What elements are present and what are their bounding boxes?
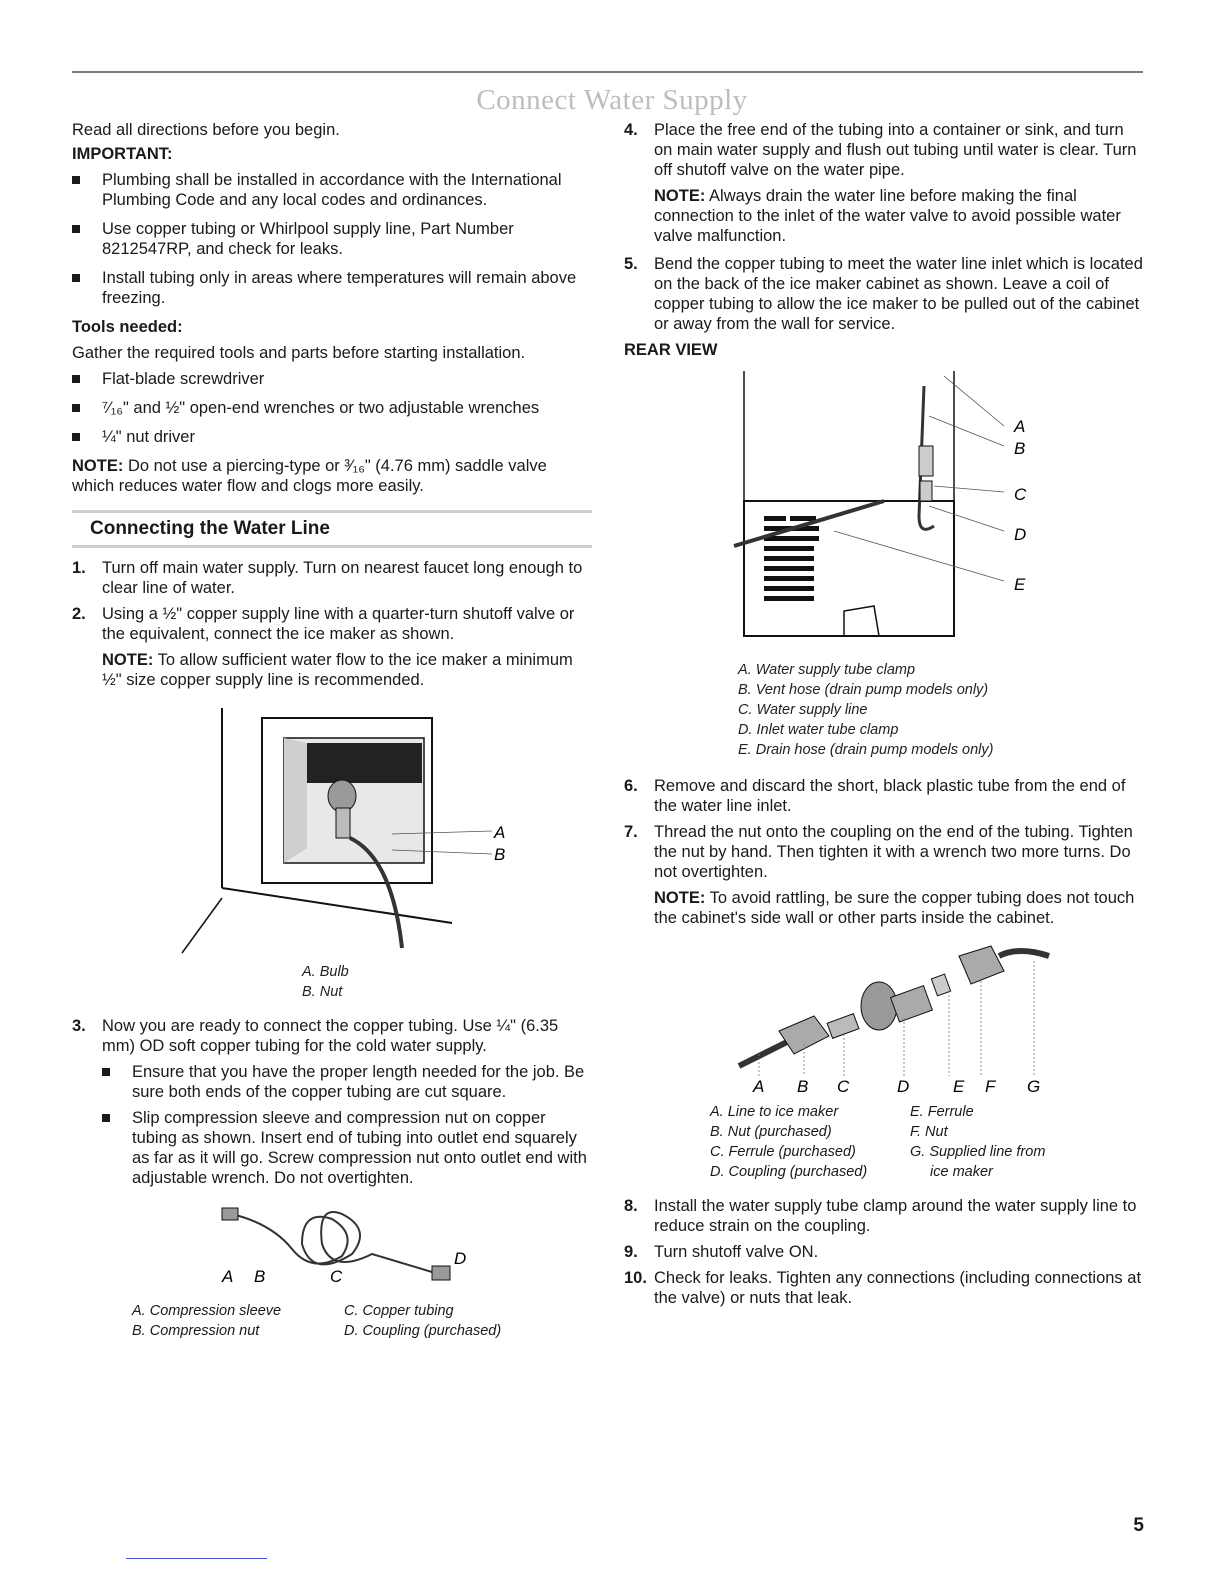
label-b: B: [254, 1267, 266, 1286]
top-rule: [72, 71, 1143, 73]
fig1-caption: [302, 962, 592, 1002]
step-text: Using a ½" copper supply line with a quarter-turn shutoff valve or the equivalent, connect the ice maker as shown.: [102, 605, 575, 643]
step-number: 7.: [624, 823, 638, 841]
step-number: 5.: [624, 255, 638, 273]
label-c: C: [1014, 485, 1027, 504]
tools-intro: Gather the required tools and parts before starting installation.: [72, 344, 526, 362]
section-heading: Connecting the Water Line: [72, 510, 592, 548]
bullet-text: Install tubing only in areas where temperatures will remain above freezing.: [102, 269, 577, 307]
note-text: To avoid rattling, be sure the copper tubing does not touch the cabinet's side wall or other parts inside the cabinet.: [654, 889, 1135, 927]
step-10: [624, 1268, 1144, 1308]
tools-label: Tools needed:: [72, 318, 183, 336]
caption-line: C. Copper tubing: [344, 1303, 454, 1319]
step-6: [624, 776, 1144, 816]
step-3: [72, 1016, 592, 1056]
rear-view-label: REAR VIEW: [624, 341, 718, 359]
step-text: Thread the nut onto the coupling on the end of the tubing. Tighten the nut by hand. Then tighten it with a wrench two more turns. Do not overtighten.: [654, 823, 1133, 881]
note-label: NOTE:: [654, 187, 706, 205]
tools-note: [72, 456, 592, 496]
note-text: Always drain the water line before making the final connection to the inlet of the water valve to avoid possible water valve malfunction.: [654, 187, 1121, 245]
bullet-square-icon: [72, 433, 80, 441]
page-number: 5: [1133, 1515, 1144, 1536]
label-d: D: [1014, 525, 1027, 544]
caption-col: [910, 1102, 1045, 1182]
caption-line: B. Compression nut: [132, 1323, 260, 1339]
page-title: Connect Water Supply: [476, 84, 748, 116]
tool-item: [72, 398, 592, 418]
label-a: A: [753, 1077, 765, 1096]
caption-line: E. Ferrule: [910, 1104, 974, 1120]
fig4-caption: [710, 1102, 1144, 1182]
fittings-figure: [719, 936, 1049, 1096]
important-bullet: [72, 219, 592, 259]
label-a: A: [222, 1267, 234, 1286]
label-b: B: [1014, 439, 1026, 458]
copper-tubing-figure: [182, 1194, 482, 1289]
bullet-text: Plumbing shall be installed in accordance with the International Plumbing Code and any local codes and ordinances.: [102, 171, 562, 209]
label-e: E: [1014, 575, 1026, 594]
step-number: 4.: [624, 121, 638, 139]
label-e: E: [953, 1077, 965, 1096]
step3-bullet: [72, 1108, 592, 1188]
label-f: F: [985, 1077, 996, 1096]
step-text: Install the water supply tube clamp around the water supply line to reduce strain on the coupling.: [654, 1197, 1137, 1235]
important-bullet: [72, 170, 592, 210]
bullet-text: Slip compression sleeve and compression nut on copper tubing as shown. Insert end of tubing into outlet end squarely as far as it will go. Screw compression nut onto outlet end with adjustable wrench. Do not overtighten.: [132, 1109, 587, 1187]
step-1: [72, 558, 592, 598]
step-number: 6.: [624, 777, 638, 795]
important-bullet: [72, 268, 592, 308]
bullet-text: Use copper tubing or Whirlpool supply line, Part Number 8212547RP, and check for leaks.: [102, 220, 514, 258]
label-c: C: [330, 1267, 343, 1286]
fig3-caption: [738, 660, 1144, 760]
step-text: Check for leaks. Tighten any connections (including connections at the valve) or nuts that leak.: [654, 1269, 1142, 1307]
label-b: B: [797, 1077, 809, 1096]
step-number: 1.: [72, 559, 86, 577]
label-a: A: [1014, 417, 1026, 436]
bullet-square-icon: [102, 1068, 110, 1076]
step-text: Turn shutoff valve ON.: [654, 1243, 819, 1261]
right-column: [624, 120, 1144, 1314]
note-label: NOTE:: [102, 651, 154, 669]
step-8: [624, 1196, 1144, 1236]
tool-text: ¼" nut driver: [102, 428, 195, 446]
tool-item: [72, 427, 592, 447]
caption-line: F. Nut: [910, 1124, 948, 1140]
step-text: Place the free end of the tubing into a container or sink, and turn on main water supply and flush out tubing until water is clear. Turn off shutoff valve on the water pipe.: [654, 121, 1137, 179]
caption-line: B. Vent hose (drain pump models only): [738, 682, 989, 698]
intro-text: Read all directions before you begin.: [72, 121, 340, 139]
step-text: Remove and discard the short, black plastic tube from the end of the water line inlet.: [654, 777, 1126, 815]
left-column: [72, 120, 592, 1341]
caption-col: [710, 1102, 910, 1182]
caption-line: A. Compression sleeve: [132, 1303, 282, 1319]
caption-line: A. Line to ice maker: [710, 1104, 839, 1120]
note-label: NOTE:: [72, 457, 124, 475]
caption-line: C. Water supply line: [738, 702, 868, 718]
label-b: B: [494, 845, 506, 864]
step-5: [624, 254, 1144, 334]
step-number: 9.: [624, 1243, 638, 1261]
step-number: 3.: [72, 1017, 86, 1035]
note-label: NOTE:: [654, 889, 706, 907]
step-7: [624, 822, 1144, 928]
bullet-text: Ensure that you have the proper length needed for the job. Be sure both ends of the copper tubing are cut square.: [132, 1063, 585, 1101]
step2-note: [102, 650, 592, 690]
tool-text: Flat-blade screwdriver: [102, 370, 265, 388]
bullet-square-icon: [72, 176, 80, 184]
caption-line: D. Inlet water tube clamp: [738, 722, 899, 738]
tool-text: ⁷⁄₁₆" and ½" open-end wrenches or two adjustable wrenches: [102, 399, 540, 417]
step4-note: [654, 186, 1144, 246]
step-number: 2.: [72, 605, 86, 623]
note-text: Do not use a piercing-type or ³⁄₁₆" (4.76 mm) saddle valve which reduces water flow and clogs more easily.: [72, 457, 547, 495]
step-9: [624, 1242, 1144, 1262]
bullet-square-icon: [72, 375, 80, 383]
bullet-square-icon: [72, 404, 80, 412]
step3-bullet: [72, 1062, 592, 1102]
step-4: [624, 120, 1144, 246]
bullet-square-icon: [72, 225, 80, 233]
caption-line: G. Supplied line from: [910, 1144, 1046, 1160]
caption-line: C. Ferrule (purchased): [710, 1144, 856, 1160]
caption-line: B. Nut (purchased): [710, 1124, 832, 1140]
fig2-caption: [132, 1301, 592, 1341]
caption-line: B. Nut: [302, 984, 343, 1000]
caption-col: [344, 1301, 501, 1341]
step-text: Bend the copper tubing to meet the water line inlet which is located on the back of the ice maker cabinet as shown. Leave a coil of copper tubing to allow the ice maker to be pulled out of the cabinet or away from the wall for service.: [654, 255, 1143, 333]
tool-item: [72, 369, 592, 389]
label-c: C: [837, 1077, 850, 1096]
caption-col: [132, 1301, 344, 1341]
label-g: G: [1027, 1077, 1041, 1096]
step-2: [72, 604, 592, 690]
caption-line: ice maker: [930, 1164, 993, 1180]
caption-line: A. Water supply tube clamp: [738, 662, 916, 678]
note-text: To allow sufficient water flow to the ice maker a minimum ½" size copper supply line is recommended.: [102, 651, 573, 689]
label-d: D: [454, 1249, 467, 1268]
label-a: A: [494, 823, 506, 842]
rear-view-figure: [724, 366, 1044, 656]
bullet-square-icon: [102, 1114, 110, 1122]
step-number: 8.: [624, 1197, 638, 1215]
label-d: D: [897, 1077, 910, 1096]
bottom-link-line: [126, 1558, 267, 1559]
step-number: 10.: [624, 1269, 647, 1287]
step-text: Now you are ready to connect the copper tubing. Use ¼" (6.35 mm) OD soft copper tubing for the cold water supply.: [102, 1017, 559, 1055]
caption-line: A. Bulb: [302, 964, 349, 980]
bulb-nut-figure: [162, 698, 506, 958]
caption-line: D. Coupling (purchased): [344, 1323, 502, 1339]
caption-line: E. Drain hose (drain pump models only): [738, 742, 994, 758]
important-label: IMPORTANT:: [72, 145, 173, 163]
step-text: Turn off main water supply. Turn on nearest faucet long enough to clear line of water.: [102, 559, 583, 597]
step7-note: [654, 888, 1144, 928]
caption-line: D. Coupling (purchased): [710, 1164, 868, 1180]
bullet-square-icon: [72, 274, 80, 282]
